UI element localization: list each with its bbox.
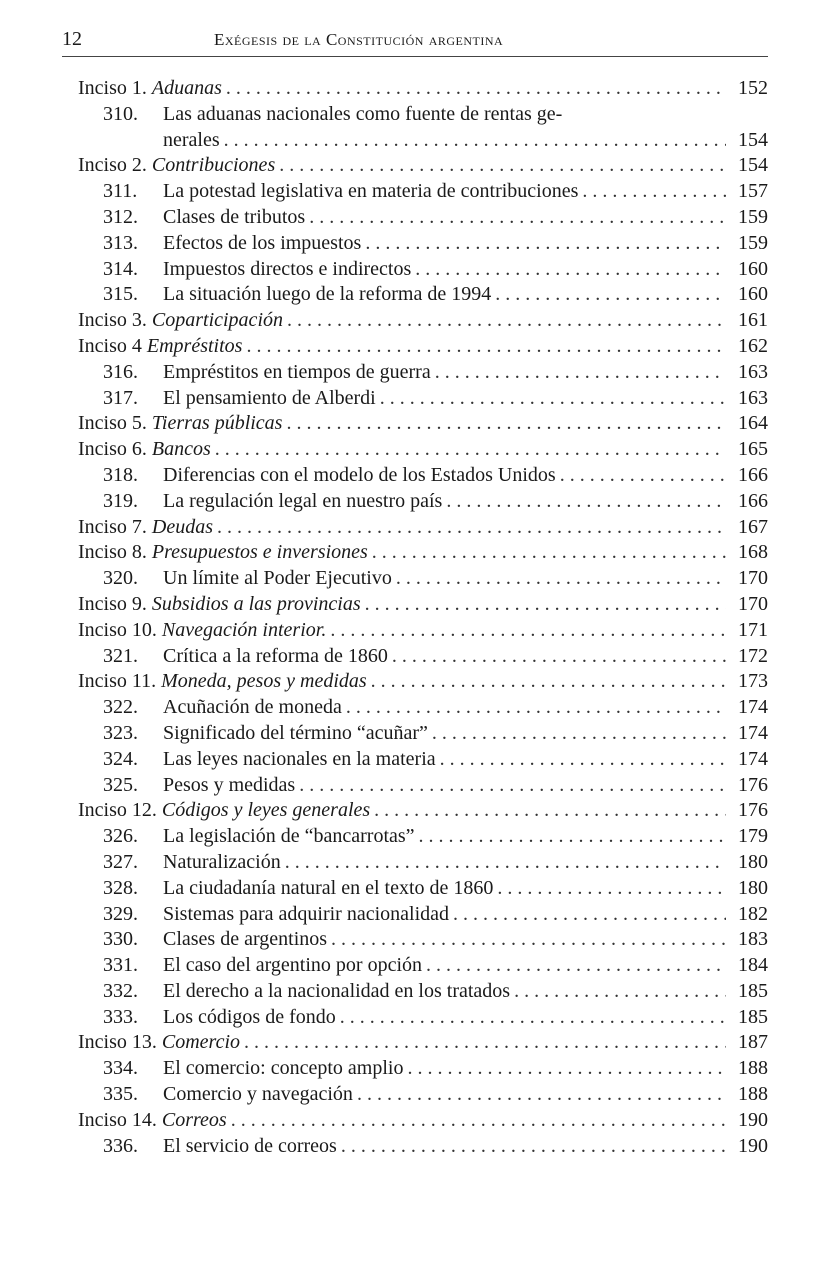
- toc-entry-inciso: [78, 1108, 768, 1134]
- inciso-label: Inciso 9.: [78, 592, 147, 615]
- dot-leader: [285, 850, 726, 876]
- inciso-label: Inciso 2.: [78, 154, 147, 177]
- section-title: La situación luego de la reforma de 1994: [163, 283, 492, 306]
- section-title: La potestad legislativa en materia de contribuciones: [163, 180, 579, 203]
- inciso-heading: [78, 437, 211, 463]
- dot-leader: [415, 257, 726, 283]
- dot-leader: [582, 179, 726, 205]
- dot-leader: [226, 76, 726, 102]
- toc-entry-inciso: [78, 540, 768, 566]
- page-reference: 188: [738, 1083, 768, 1106]
- toc-entry-section: [78, 102, 768, 154]
- dot-leader: [331, 927, 726, 953]
- toc-entry-section: [78, 205, 768, 231]
- inciso-title: Aduanas: [151, 77, 222, 99]
- page-reference: 179: [738, 825, 768, 848]
- inciso-title: Moneda, pesos y medidas: [161, 670, 367, 693]
- section-number: 333.: [103, 1005, 138, 1028]
- inciso-label: Inciso 5.: [78, 412, 147, 435]
- toc-entry-inciso: [78, 618, 768, 644]
- dot-leader: [286, 411, 726, 437]
- section-title: La legislación de “bancarrotas”: [163, 825, 415, 848]
- toc-entry-section: [78, 231, 768, 257]
- toc-entry-section: [78, 902, 768, 928]
- toc-entry-section: [78, 824, 768, 850]
- page-reference: 180: [738, 876, 768, 899]
- inciso-title: Comercio: [161, 1031, 241, 1054]
- dot-leader: [440, 747, 726, 773]
- inciso-title: Navegación interior.: [161, 618, 327, 641]
- toc-entry-inciso: [78, 669, 768, 695]
- section-number: 330.: [103, 928, 138, 951]
- page-reference: 188: [738, 1057, 768, 1080]
- inciso-label: Inciso 14.: [78, 1108, 157, 1131]
- section-title: Clases de argentinos: [163, 928, 328, 951]
- inciso-heading: [78, 798, 370, 824]
- table-of-contents: [78, 76, 768, 1159]
- inciso-title: Bancos: [151, 438, 211, 461]
- section-title: Comercio y navegación: [163, 1083, 353, 1106]
- inciso-label: Inciso 11.: [78, 670, 157, 693]
- dot-leader: [380, 386, 726, 412]
- section-title: Los códigos de fondo: [163, 1005, 336, 1028]
- page-reference: 161: [738, 309, 768, 332]
- section-title: Efectos de los impuestos: [163, 231, 362, 254]
- section-title: El derecho a la nacionalidad en los tratados: [163, 979, 511, 1002]
- toc-entry-inciso: [78, 1030, 768, 1056]
- section-title: Clases de tributos: [163, 205, 306, 228]
- dot-leader: [341, 1134, 726, 1160]
- page-reference: 160: [738, 283, 768, 306]
- dot-leader: [224, 128, 726, 154]
- section-number: 312.: [103, 205, 138, 228]
- toc-entry-section: [78, 360, 768, 386]
- toc-entry-section: [78, 566, 768, 592]
- dot-leader: [279, 153, 726, 179]
- page-reference: 159: [738, 231, 768, 254]
- dot-leader: [371, 669, 726, 695]
- inciso-label: Inciso 3.: [78, 309, 147, 332]
- inciso-title: Tierras públicas: [151, 412, 283, 435]
- section-number: 335.: [103, 1083, 138, 1106]
- section-title: Sistemas para adquirir nacionalidad: [163, 902, 450, 925]
- dot-leader: [407, 1056, 726, 1082]
- inciso-heading: [78, 515, 213, 541]
- section-number: 325.: [103, 773, 138, 796]
- page-reference: 152: [738, 77, 768, 99]
- inciso-heading: [78, 334, 242, 360]
- inciso-label: Inciso 4: [78, 334, 142, 357]
- page-reference: 154: [738, 128, 768, 151]
- section-number: 320.: [103, 567, 138, 590]
- section-number: 314.: [103, 257, 138, 280]
- inciso-title: Presupuestos e inversiones: [151, 541, 368, 564]
- page-reference: 184: [738, 954, 768, 977]
- inciso-heading: [78, 76, 222, 102]
- inciso-label: Inciso 1.: [78, 77, 147, 99]
- dot-leader: [374, 798, 726, 824]
- section-number: 318.: [103, 463, 138, 486]
- page-reference: 182: [738, 902, 768, 925]
- toc-entry-section: [78, 695, 768, 721]
- toc-entry-section: [78, 979, 768, 1005]
- dot-leader: [495, 282, 726, 308]
- section-number: 323.: [103, 721, 138, 744]
- section-number: 332.: [103, 979, 138, 1002]
- page-reference: 180: [738, 850, 768, 873]
- section-title: Naturalización: [163, 850, 281, 873]
- page-reference: 167: [738, 515, 768, 538]
- toc-entry-section: [78, 721, 768, 747]
- section-number: 317.: [103, 386, 138, 409]
- toc-entry-inciso: [78, 308, 768, 334]
- toc-entry-line: [103, 128, 768, 154]
- toc-entry-inciso: [78, 798, 768, 824]
- page-reference: 159: [738, 205, 768, 228]
- page-number: 12: [62, 28, 82, 50]
- inciso-heading: [78, 308, 283, 334]
- toc-entry-section: [78, 489, 768, 515]
- inciso-heading: [78, 618, 326, 644]
- page-reference: 157: [738, 180, 768, 203]
- section-title: Un límite al Poder Ejecutivo: [163, 567, 392, 590]
- dot-leader: [372, 540, 726, 566]
- page-reference: 170: [738, 592, 768, 615]
- page-reference: 168: [738, 541, 768, 564]
- page-reference: 154: [738, 154, 768, 177]
- section-title: La ciudadanía natural en el texto de 1860: [163, 876, 494, 899]
- toc-entry-section: [78, 850, 768, 876]
- inciso-label: Inciso 8.: [78, 541, 147, 564]
- dot-leader: [497, 876, 726, 902]
- section-number: 327.: [103, 850, 138, 873]
- section-title: Impuestos directos e indirectos: [163, 257, 412, 280]
- page-reference: 172: [738, 644, 768, 667]
- page-reference: 160: [738, 257, 768, 280]
- toc-entry-section: [78, 773, 768, 799]
- page-reference: 174: [738, 721, 768, 744]
- running-header: [62, 26, 768, 57]
- page-reference: 171: [738, 618, 768, 641]
- section-number: 329.: [103, 902, 138, 925]
- page-reference: 176: [738, 773, 768, 796]
- toc-entry-section: [78, 927, 768, 953]
- toc-entry-section: [78, 386, 768, 412]
- toc-entry-section: [78, 257, 768, 283]
- section-title: El servicio de correos: [163, 1134, 337, 1157]
- page-reference: 174: [738, 747, 768, 770]
- page-reference: 173: [738, 670, 768, 693]
- page-reference: 174: [738, 696, 768, 719]
- section-number: 321.: [103, 644, 138, 667]
- page-reference: 190: [738, 1108, 768, 1131]
- dot-leader: [217, 515, 726, 541]
- toc-entry-section: [78, 463, 768, 489]
- toc-entry-section: [78, 1082, 768, 1108]
- section-title: Significado del término “acuñar”: [163, 721, 428, 744]
- inciso-heading: [78, 540, 368, 566]
- section-number: 328.: [103, 876, 138, 899]
- inciso-title: Deudas: [151, 515, 213, 538]
- inciso-heading: [78, 1030, 240, 1056]
- inciso-heading: [78, 669, 367, 695]
- dot-leader: [396, 566, 726, 592]
- section-title: Crítica a la reforma de 1860: [163, 644, 388, 667]
- dot-leader: [514, 979, 726, 1005]
- inciso-heading: [78, 411, 282, 437]
- page-reference: 166: [738, 489, 768, 512]
- dot-leader: [365, 231, 726, 257]
- toc-entry-section: [78, 282, 768, 308]
- dot-leader: [432, 721, 726, 747]
- inciso-heading: [78, 592, 361, 618]
- section-number: 313.: [103, 231, 138, 254]
- page-reference: 185: [738, 979, 768, 1002]
- dot-leader: [299, 773, 726, 799]
- page-reference: 170: [738, 567, 768, 590]
- dot-leader: [426, 953, 726, 979]
- page-reference: 165: [738, 438, 768, 461]
- page-reference: 176: [738, 799, 768, 822]
- section-number: 336.: [103, 1134, 138, 1157]
- running-title: Exégesis de la Constitución argentina: [214, 30, 504, 49]
- inciso-title: Contribuciones: [151, 154, 276, 177]
- section-title: La regulación legal en nuestro país: [163, 489, 443, 512]
- page-reference: 190: [738, 1134, 768, 1157]
- page-reference: 187: [738, 1031, 768, 1054]
- section-title: El pensamiento de Alberdi: [163, 386, 376, 409]
- inciso-title: Coparticipación: [151, 309, 283, 332]
- inciso-title: Correos: [161, 1108, 227, 1131]
- dot-leader: [453, 902, 726, 928]
- section-number: 316.: [103, 360, 138, 383]
- section-number: 322.: [103, 696, 138, 719]
- page-reference: 164: [738, 412, 768, 435]
- section-title: Empréstitos en tiempos de guerra: [163, 360, 431, 383]
- section-title: Las leyes nacionales en la materia: [163, 747, 436, 770]
- section-number: 315.: [103, 283, 138, 306]
- dot-leader: [446, 489, 726, 515]
- toc-entry-section: [78, 1005, 768, 1031]
- dot-leader: [560, 463, 726, 489]
- toc-entry-section: [78, 1134, 768, 1160]
- section-number: 324.: [103, 747, 138, 770]
- dot-leader: [244, 1030, 726, 1056]
- page-reference: 163: [738, 360, 768, 383]
- dot-leader: [419, 824, 726, 850]
- toc-entry-inciso: [78, 515, 768, 541]
- toc-entry-section: [78, 747, 768, 773]
- inciso-heading: [78, 153, 275, 179]
- page-reference: 162: [738, 334, 768, 357]
- dot-leader: [346, 695, 726, 721]
- section-title: El comercio: concepto amplio: [163, 1057, 404, 1080]
- dot-leader: [435, 360, 726, 386]
- dot-leader: [392, 644, 726, 670]
- section-number: 326.: [103, 825, 138, 848]
- page-reference: 163: [738, 386, 768, 409]
- toc-entry-section: [78, 1056, 768, 1082]
- dot-leader: [287, 308, 726, 334]
- inciso-label: Inciso 13.: [78, 1031, 157, 1054]
- page-reference: 183: [738, 928, 768, 951]
- inciso-label: Inciso 6.: [78, 438, 147, 461]
- section-title: Las aduanas nacionales como fuente de rentas ge-: [163, 102, 563, 125]
- dot-leader: [340, 1005, 726, 1031]
- dot-leader: [365, 592, 726, 618]
- dot-leader: [357, 1082, 726, 1108]
- section-title-continued: nerales: [163, 128, 220, 151]
- section-title: Acuñación de moneda: [163, 696, 342, 719]
- section-number: 319.: [103, 489, 138, 512]
- inciso-label: Inciso 12.: [78, 799, 157, 822]
- toc-entry-inciso: [78, 411, 768, 437]
- page-reference: 166: [738, 463, 768, 486]
- section-number: 334.: [103, 1057, 138, 1080]
- page-reference: 185: [738, 1005, 768, 1028]
- toc-entry-inciso: [78, 437, 768, 463]
- toc-entry-inciso: [78, 334, 768, 360]
- inciso-heading: [78, 1108, 227, 1134]
- section-number: 310.: [103, 102, 138, 125]
- inciso-title: Empréstitos: [146, 334, 243, 357]
- toc-entry-section: [78, 644, 768, 670]
- section-title: El caso del argentino por opción: [163, 954, 423, 977]
- section-title: Diferencias con el modelo de los Estados Unidos: [163, 463, 556, 486]
- dot-leader: [309, 205, 726, 231]
- section-number: 331.: [103, 954, 138, 977]
- toc-entry-section: [78, 179, 768, 205]
- toc-entry-line: [103, 102, 768, 128]
- toc-entry-inciso: [78, 153, 768, 179]
- dot-leader: [246, 334, 726, 360]
- inciso-label: Inciso 7.: [78, 515, 147, 538]
- inciso-label: Inciso 10.: [78, 618, 157, 641]
- toc-entry-inciso: [78, 76, 768, 102]
- inciso-title: Subsidios a las provincias: [151, 592, 361, 615]
- toc-entry-section: [78, 876, 768, 902]
- section-title: Pesos y medidas: [163, 773, 296, 796]
- toc-entry-section: [78, 953, 768, 979]
- toc-entry-inciso: [78, 592, 768, 618]
- inciso-title: Códigos y leyes generales: [161, 799, 371, 822]
- dot-leader: [231, 1108, 726, 1134]
- dot-leader: [330, 618, 726, 644]
- dot-leader: [215, 437, 726, 463]
- section-number: 311.: [103, 180, 138, 203]
